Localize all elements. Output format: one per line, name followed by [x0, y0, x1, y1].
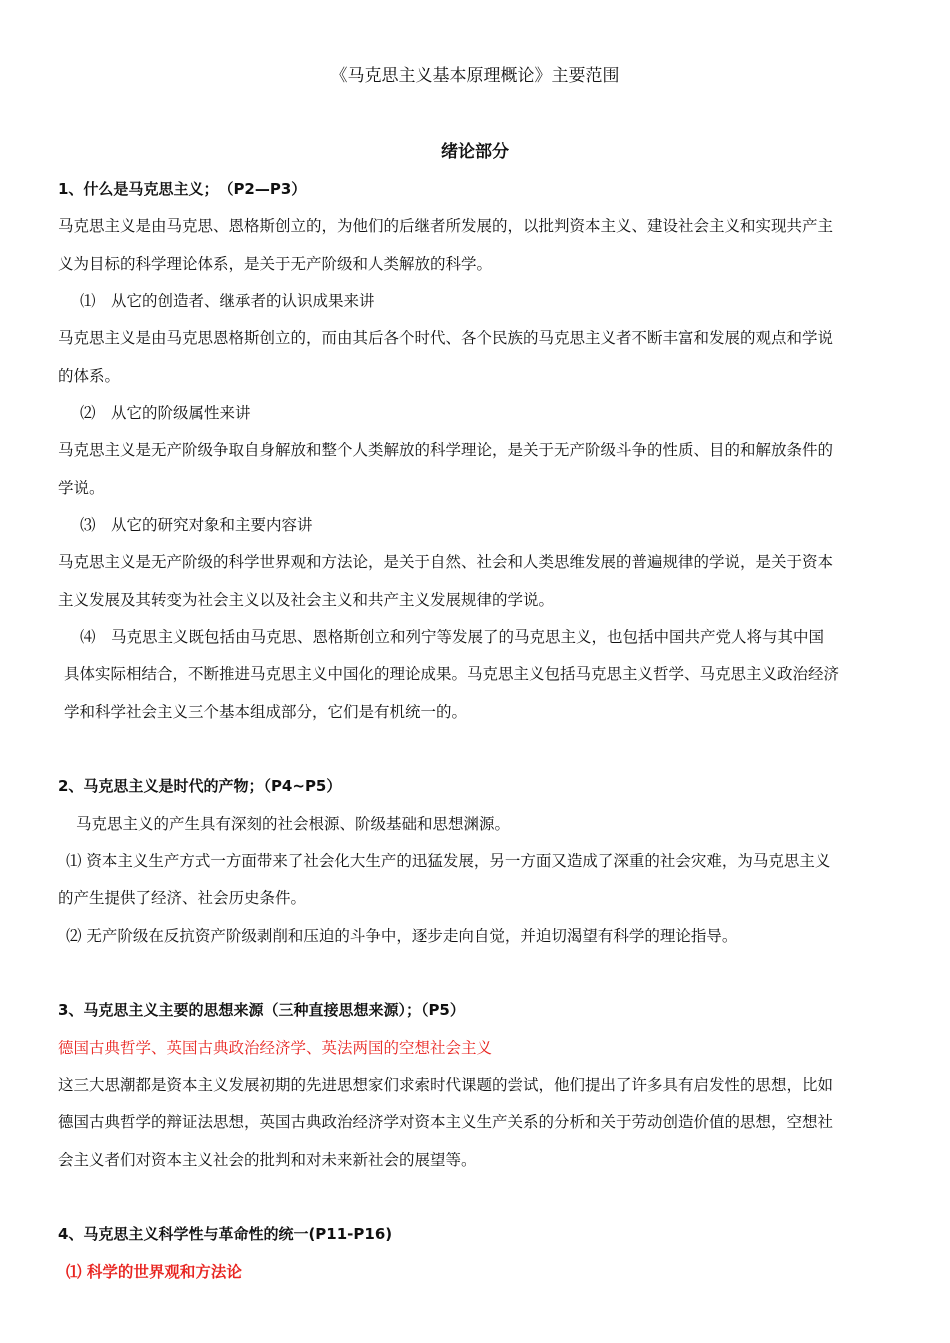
point-3-label: ⑶ 从它的研究对象和主要内容讲 — [80, 516, 313, 534]
point-4-line-1: ⑷ 马克思主义既包括由马克思、恩格斯创立和列宁等发展了的马克思主义，也包括中国共产党人将与其中国 — [80, 628, 825, 646]
document-title: 《马克思主义基本原理概论》主要范围 — [330, 66, 620, 86]
point-2-text-line-1: 马克思主义是无产阶级争取自身解放和整个人类解放的科学理论，是关于无产阶级斗争的性质、目的和解放条件的 — [58, 441, 834, 459]
section-3-text-line-2: 德国古典哲学的辩证法思想，英国古典政治经济学对资本主义生产关系的分析和关于劳动创造价值的思想，空想社 — [58, 1113, 834, 1131]
point-2-label: ⑵ 从它的阶级属性来讲 — [80, 404, 251, 422]
section-4-heading: 4、马克思主义科学性与革命性的统一(P11-P16) — [58, 1225, 393, 1243]
point-1-label: ⑴ 从它的创造者、继承者的认识成果来讲 — [80, 292, 375, 310]
section-3-text-line-1: 这三大思潮都是资本主义发展初期的先进思想家们求索时代课题的尝试，他们提出了许多具有启发性的思想，比如 — [58, 1076, 834, 1094]
chapter-heading: 绪论部分 — [441, 142, 509, 162]
point-2-text-line-2: 学说。 — [58, 479, 105, 497]
section-1-intro-line-2: 义为目标的科学理论体系，是关于无产阶级和人类解放的科学。 — [58, 255, 493, 273]
section-3-text-line-3: 会主义者们对资本主义社会的批判和对未来新社会的展望等。 — [58, 1151, 477, 1169]
point-4-line-3: 学和科学社会主义三个基本组成部分，它们是有机统一的。 — [64, 703, 468, 721]
section-1-heading: 1、什么是马克思主义； （P2—P3） — [58, 180, 307, 198]
section-3-highlight: 德国古典哲学、英国古典政治经济学、英法两国的空想社会主义 — [58, 1039, 493, 1057]
point-1-text-line-2: 的体系。 — [58, 367, 121, 385]
section-3-heading: 3、马克思主义主要的思想来源（三种直接思想来源）；（P5） — [58, 1001, 465, 1019]
point-3-text-line-2: 主义发展及其转变为社会主义以及社会主义和共产主义发展规律的学说。 — [58, 591, 555, 609]
section-4-subheading: ⑴ 科学的世界观和方法论 — [66, 1263, 242, 1281]
section-1-intro-line-1: 马克思主义是由马克思、恩格斯创立的，为他们的后继者所发展的，以批判资本主义、建设社会主义和实现共产主 — [58, 217, 834, 235]
point-3-text-line-1: 马克思主义是无产阶级的科学世界观和方法论，是关于自然、社会和人类思维发展的普遍规律的学说，是关于资本 — [58, 553, 834, 571]
section-2-point-2: ⑵ 无产阶级在反抗资产阶级剥削和压迫的斗争中，逐步走向自觉，并迫切渴望有科学的理论指导。 — [66, 927, 738, 945]
section-2-intro: 马克思主义的产生具有深刻的社会根源、阶级基础和思想渊源。 — [76, 815, 511, 833]
point-4-line-2: 具体实际相结合，不断推进马克思主义中国化的理论成果。马克思主义包括马克思主义哲学、马克思主义政治经济 — [64, 665, 840, 683]
point-1-text-line-1: 马克思主义是由马克思恩格斯创立的，而由其后各个时代、各个民族的马克思主义者不断丰富和发展的观点和学说 — [58, 329, 834, 347]
section-2-point-1-line-2: 的产生提供了经济、社会历史条件。 — [58, 889, 307, 907]
section-2-heading: 2、马克思主义是时代的产物；（P4~P5） — [58, 777, 342, 795]
section-2-point-1-line-1: ⑴ 资本主义生产方式一方面带来了社会化大生产的迅猛发展，另一方面又造成了深重的社会灾难，为马克思主义 — [66, 852, 831, 870]
